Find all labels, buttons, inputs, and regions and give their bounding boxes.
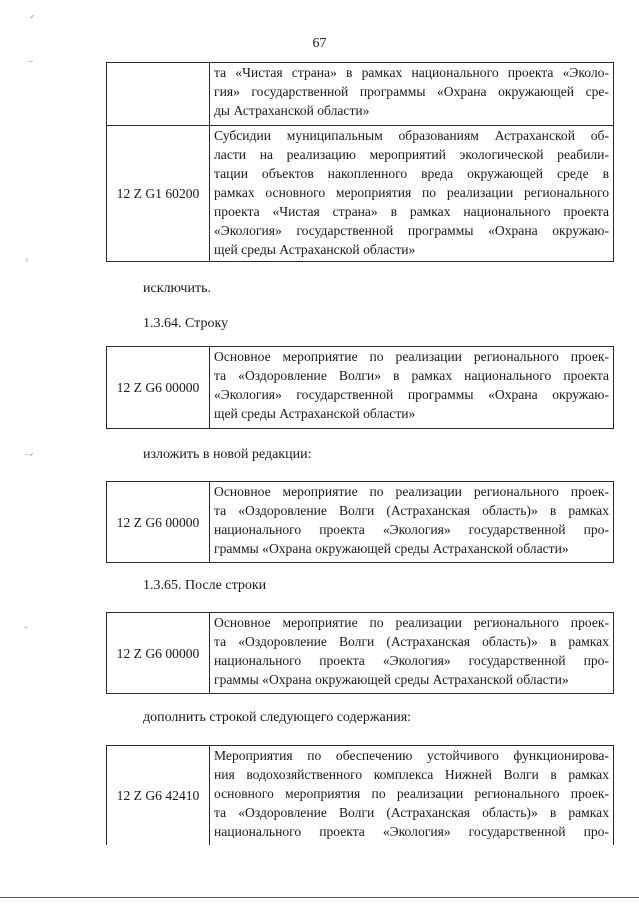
table-3 [106,481,614,563]
code-cell: 12 Z G6 00000 [107,613,210,694]
description-line: «Экология» государственной программы «Охрана окружаю- [214,223,609,238]
table-row [107,746,614,845]
description-line: Субсидии муниципальным образованиям Астраханской об- [214,128,609,143]
description-line: щей среды Астраханской области» [214,242,416,257]
paragraph-append: дополнить строкой следующего содержания: [143,710,412,725]
scan-edge-line [0,897,639,898]
code-cell: 12 Z G1 60200 [107,126,210,262]
margin-mark: – [28,56,33,67]
table-row [107,347,614,429]
table-5 [106,745,614,845]
table-1 [106,62,614,262]
description-cell [210,347,614,429]
table-row [107,482,614,563]
paragraph-new-edition: изложить в новой редакции: [143,447,312,462]
description-line: та «Чистая страна» в рамках национального проекта «Эколо- [214,65,609,80]
description-line: «Экология» государственной программы «Охрана окружаю- [214,387,609,402]
description-line: национального проекта «Экология» государственной про- [214,522,609,537]
description-line: проекта «Чистая страна» в рамках национального проекта [214,204,609,219]
description-line: основного мероприятия по реализации регионального проек- [214,786,609,801]
description-line: тации объектов накопленного вреда окружающей среде в [214,166,609,181]
description-line: национального проекта «Экология» государственной про- [214,824,609,839]
description-line: граммы «Охрана окружающей среды Астраханской области» [214,672,569,687]
code-cell: 12 Z G6 00000 [107,482,210,563]
description-line: ды Астраханской области» [214,103,370,118]
table-2 [106,346,614,429]
description-line: та «Оздоровление Волги» в рамках национального проекта [214,368,609,383]
description-cell [210,63,614,126]
description-line: Основное мероприятие по реализации регионального проек- [214,484,609,499]
description-line: рамках основного мероприятия по реализации регионального [214,185,609,200]
description-cell [210,126,614,262]
paragraph-item-1-3-65: 1.3.65. После строки [143,578,267,593]
margin-mark: ᐟ [30,14,35,25]
description-line: граммы «Охрана окружающей среды Астраханской области» [214,541,569,556]
description-line: щей среды Астраханской области» [214,406,416,421]
description-line: национального проекта «Экология» государственной про- [214,653,609,668]
description-line: Основное мероприятие по реализации регионального проек- [214,349,609,364]
page-number: 67 [312,36,327,51]
table-row [107,613,614,694]
description-cell [210,613,614,694]
margin-mark: ᶜ [26,256,29,267]
code-cell: 12 Z G6 00000 [107,347,210,429]
code-cell [107,63,210,126]
description-line: Мероприятия по обеспечению устойчивого функционирова- [214,748,609,763]
table-4 [106,612,614,694]
description-cell [210,746,614,845]
paragraph-exclude: исключить. [143,281,211,296]
description-line: та «Оздоровление Волги (Астраханская область)» в рамках [214,503,609,518]
description-line: та «Оздоровление Волги (Астраханская область)» в рамках [214,634,609,649]
description-line: ласти на реализацию мероприятий экологической реабили- [214,147,609,162]
margin-mark: ᐨ [24,625,28,636]
margin-mark: ⁻ᐟ [24,452,34,463]
description-cell [210,482,614,563]
description-line: Основное мероприятие по реализации регионального проек- [214,615,609,630]
code-cell: 12 Z G6 42410 [107,746,210,845]
description-line: гия» государственной программы «Охрана окружающей сре- [214,84,609,99]
table-row [107,126,614,262]
description-line: та «Оздоровление Волги (Астраханская область)» в рамках [214,805,609,820]
paragraph-item-1-3-64: 1.3.64. Строку [143,316,229,331]
table-row [107,63,614,126]
description-line: ния водохозяйственного комплекса Нижней Волги в рамках [214,767,609,782]
